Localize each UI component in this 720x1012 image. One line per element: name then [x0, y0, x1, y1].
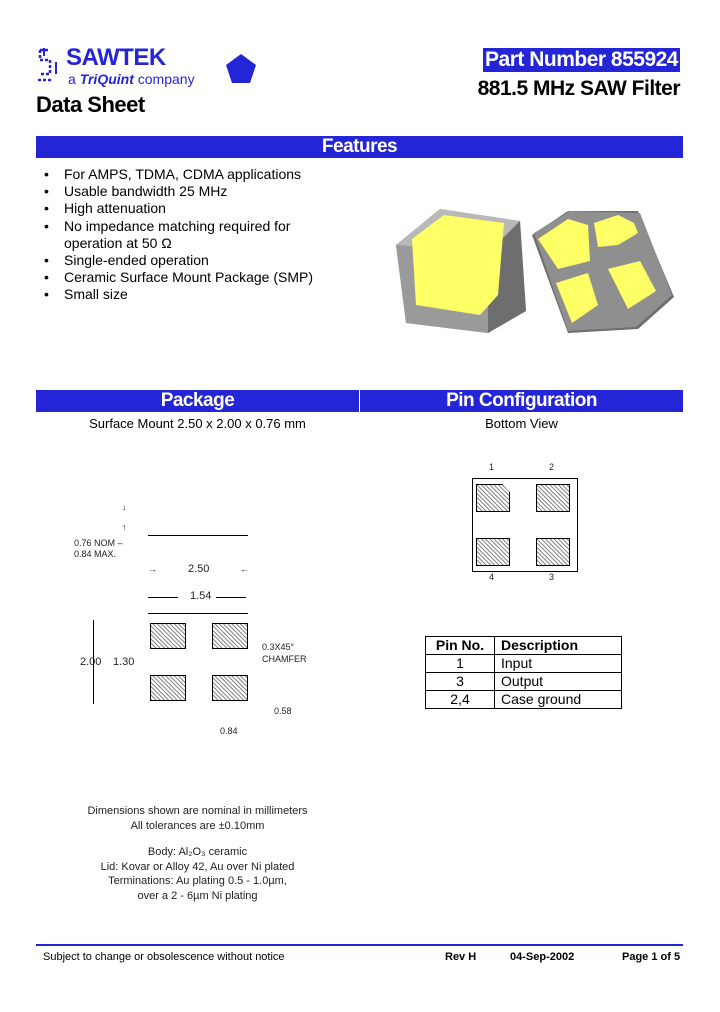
package-heading: Package [36, 390, 359, 412]
pad-pitch-label: 1.30 [113, 656, 135, 668]
chamfer-label: CHAMFER [262, 654, 307, 664]
pad-span-label: 1.54 [190, 590, 212, 602]
list-item: • Usable bandwidth 25 MHz [40, 183, 344, 200]
pin-label: 2 [549, 462, 555, 472]
features-list [40, 166, 344, 304]
pin-label: 1 [489, 462, 495, 472]
list-item: • No impedance matching required for operation at 50 Ω [40, 218, 344, 252]
package-top-image [388, 205, 538, 335]
pad [150, 675, 186, 701]
height-max-label: 0.84 MAX. [74, 549, 117, 559]
pad [212, 675, 248, 701]
pad [536, 538, 570, 566]
material-notes: Body: Al₂O₃ ceramic Lid: Kovar or Alloy 42, Au over Ni plated Terminations: Au plating 0.5 - 1.0µm, over a 2 - 6µm Ni plating [100, 846, 295, 902]
logo-tagline: a TriQuint company [68, 71, 195, 87]
list-item: • Small size [40, 286, 344, 303]
package-bottom-image [528, 205, 678, 335]
pad [150, 623, 186, 649]
list-item: • For AMPS, TDMA, CDMA applications [40, 166, 344, 183]
width-label: 2.00 [80, 656, 102, 668]
table-row: 2,4 Case ground [426, 691, 622, 709]
pad [212, 623, 248, 649]
body-top-line [148, 613, 248, 614]
pentagon-logo-icon [224, 52, 258, 86]
bottom-view-diagram [470, 462, 580, 586]
arrow-icon: ↓ [122, 502, 127, 512]
pad [476, 538, 510, 566]
pin-config-heading: Pin Configuration [360, 390, 683, 412]
pin-config-subtitle: Bottom View [485, 416, 558, 431]
product-title: 881.5 MHz SAW Filter [477, 77, 680, 100]
pad [476, 484, 510, 512]
part-number: Part Number 855924 [485, 48, 678, 71]
logo [36, 44, 266, 88]
features-heading: Features [36, 136, 683, 158]
list-item: • High attenuation [40, 200, 344, 217]
logo-name: SAWTEK [66, 44, 166, 71]
length-label: 2.50 [188, 563, 210, 575]
dimension-notes: Dimensions shown are nominal in millimeters All tolerances are ±0.10mm [87, 805, 308, 832]
pad [536, 484, 570, 512]
pad-width-label: 0.58 [274, 706, 292, 716]
dim-line [148, 597, 178, 598]
footer-date: 04-Sep-2002 [510, 951, 575, 963]
table-header: Pin No. [426, 637, 495, 655]
footer-page: Page 1 of 5 [622, 951, 681, 963]
footer-rev: Rev H [445, 951, 477, 963]
height-nom-label: 0.76 NOM – [74, 538, 123, 548]
package-dimension-drawing [60, 500, 360, 750]
dim-line [216, 597, 246, 598]
footer-rule [36, 944, 683, 946]
arrow-icon: ← [240, 564, 249, 574]
chamfer-size-label: 0.3X45° [262, 642, 295, 652]
package-subtitle: Surface Mount 2.50 x 2.00 x 0.76 mm [89, 416, 306, 431]
footer-notice: Subject to change or obsolescence without notice [43, 951, 285, 963]
pin-label: 4 [489, 572, 495, 582]
list-item: • Ceramic Surface Mount Package (SMP) [40, 269, 344, 286]
list-item: • Single-ended operation [40, 252, 344, 269]
pin-label: 3 [549, 572, 555, 582]
table-header: Description [495, 637, 622, 655]
arrow-icon: → [148, 564, 157, 574]
side-profile-line [148, 535, 248, 536]
arrow-icon: ↑ [122, 522, 127, 532]
table-row: 3 Output [426, 673, 622, 691]
table-row: 1 Input [426, 655, 622, 673]
doc-type: Data Sheet [36, 92, 145, 117]
pad-length-label: 0.84 [220, 726, 238, 736]
pin-table [425, 636, 622, 709]
